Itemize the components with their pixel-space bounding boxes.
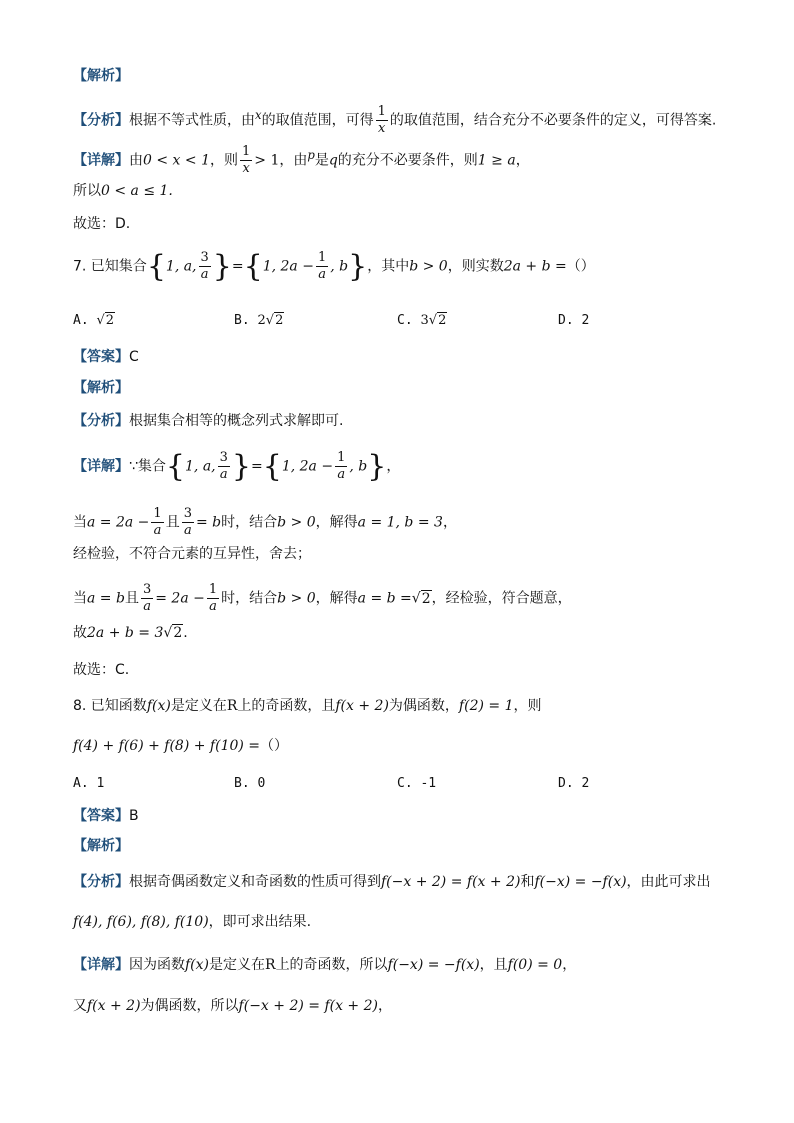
numerator: 1 (153, 506, 162, 521)
q8-fenxi (73, 872, 734, 892)
text: 为偶函数， (388, 698, 459, 714)
denominator: x (242, 161, 250, 176)
text: ， (386, 458, 401, 475)
q7-gu (73, 623, 734, 643)
q7-case2 (73, 582, 734, 615)
text: 且 (165, 514, 180, 531)
text: ，则实数 (447, 258, 504, 275)
math: a = 2a − (87, 514, 150, 531)
text: 的取值范围，可得 (261, 112, 374, 129)
math: 1, a, (165, 258, 197, 275)
math-p: p (307, 147, 315, 162)
answer-tag: 【答案】 (73, 349, 129, 365)
text: 根据集合相等的概念列式求解即可. (129, 413, 344, 429)
math: f(x) (185, 957, 210, 973)
fraction (182, 506, 194, 539)
text: ，则 (209, 152, 238, 169)
fraction (207, 582, 219, 615)
text: 8. 已知函数 (73, 698, 147, 714)
math: b > 0 (409, 258, 448, 275)
math: = (251, 458, 263, 475)
q8-option-a[interactable] (73, 776, 104, 791)
radicand: 2 (275, 313, 284, 328)
text: ， (442, 514, 457, 531)
fraction (335, 450, 347, 483)
text: ，由此可求出 (626, 874, 711, 890)
q8-option-d[interactable] (558, 776, 589, 791)
option-value: 2 (581, 313, 590, 328)
text: ，解得 (315, 590, 358, 607)
math: R (226, 698, 238, 714)
math: = b (195, 514, 222, 531)
q7-option-a[interactable] (73, 313, 115, 328)
sqrt: √2 (411, 590, 431, 607)
answer-value: C (129, 349, 139, 365)
option-label: B. (234, 313, 250, 328)
text: （） (260, 738, 289, 754)
math: f(−x) = −f(x) (534, 874, 627, 890)
math: 1, a, (185, 458, 216, 475)
numerator: 1 (317, 250, 327, 265)
denominator: x (378, 121, 386, 136)
numerator: 3 (200, 250, 209, 265)
text: 因为函数 (129, 957, 185, 973)
denominator: a (219, 467, 228, 482)
q7-option-d[interactable] (558, 313, 589, 328)
sqrt: √2 (163, 625, 183, 641)
radicand: 2 (173, 625, 183, 641)
math: f(−x) = −f(x) (387, 957, 480, 973)
math: 2a + b = 3 (87, 625, 164, 641)
math: 1, 2a − (281, 458, 334, 475)
math: , b (330, 258, 349, 275)
math: f(2) = 1 (458, 698, 514, 714)
option-label: B. 0 (234, 776, 266, 791)
denominator: a (318, 267, 326, 282)
q7-fenxi (73, 411, 734, 431)
text: 经检验，不符合元素的互异性，舍去； (73, 546, 311, 562)
math: a = b = (357, 590, 412, 607)
fenxi-tag: 【分析】 (73, 413, 129, 429)
numerator: 1 (377, 104, 386, 119)
fenxi-line-1 (73, 104, 734, 137)
q8-stem (73, 696, 734, 716)
radicand: 2 (105, 313, 115, 328)
fraction (240, 144, 252, 177)
text: . (183, 625, 188, 641)
numerator: 1 (337, 450, 346, 465)
text: 的取值范围，结合充分不必要条件的定义，可得答案. (389, 112, 717, 129)
q7-guxuan (73, 660, 734, 680)
text: ，且 (479, 957, 508, 973)
denominator: a (153, 523, 162, 538)
math: f(x) (146, 698, 171, 714)
text: ，则 (513, 698, 542, 714)
guxuan-1 (73, 214, 734, 234)
answer-value: B (129, 808, 139, 824)
option-label: A. 1 (73, 776, 105, 791)
math: f(4) + f(6) + f(8) + f(10) = (73, 738, 261, 754)
coef: 2 (257, 313, 266, 328)
denominator: a (200, 267, 209, 282)
text: 7. 已知集合 (73, 258, 147, 275)
denominator: a (337, 467, 346, 482)
math: f(x + 2) (87, 998, 141, 1014)
math: , b (349, 458, 368, 475)
right-brace-icon: } (367, 448, 387, 484)
text: 又 (73, 998, 87, 1014)
sqrt: √2 (96, 313, 115, 328)
text: ，其中 (367, 258, 410, 275)
left-brace-icon: { (262, 448, 282, 484)
q7-stem (73, 250, 734, 283)
text: 是 (314, 152, 329, 169)
fraction (218, 450, 230, 483)
denominator: a (183, 523, 192, 538)
numerator: 1 (208, 582, 218, 597)
option-label: C. (397, 313, 413, 328)
q8-option-b[interactable] (234, 776, 265, 791)
fenxi-tag: 【分析】 (73, 874, 129, 890)
answer-tag: 【答案】 (73, 808, 129, 824)
text: 和 (520, 874, 535, 890)
text: ， (515, 152, 530, 169)
text: 是定义在 (209, 957, 266, 973)
right-brace-icon: } (231, 448, 251, 484)
option-label: C. -1 (397, 776, 437, 791)
numerator: 1 (241, 144, 251, 159)
q7-option-c[interactable] (397, 313, 447, 328)
text: 的充分不必要条件，则 (337, 152, 478, 169)
left-brace-icon: { (243, 248, 263, 284)
fenxi-tag: 【分析】 (73, 112, 129, 129)
coef: 3 (420, 313, 429, 328)
text: 上的奇函数，所以 (275, 957, 388, 973)
text: ∵集合 (129, 458, 166, 475)
xiangjie-tag: 【详解】 (73, 152, 129, 169)
sqrt: √2 (428, 313, 447, 328)
q7-check1 (73, 544, 734, 564)
math: b > 0 (277, 590, 316, 607)
math: b > 0 (277, 514, 316, 531)
q7-jiexi (73, 378, 734, 398)
q7-option-b[interactable] (234, 313, 284, 328)
text: 上的奇函数，且 (237, 698, 336, 714)
q8-you (73, 996, 734, 1016)
math: 1 ≥ a (477, 152, 516, 169)
jiexi-tag: 【解析】 (73, 838, 129, 854)
text: ， (562, 957, 577, 973)
text: 所以 (73, 183, 101, 199)
numerator: 3 (219, 450, 228, 465)
numerator: 3 (183, 506, 192, 521)
text: 时，结合 (221, 590, 278, 607)
text: 是定义在 (170, 698, 227, 714)
math: 2a + b = (503, 258, 567, 275)
fraction (141, 582, 153, 615)
math: f(−x + 2) = f(x + 2) (381, 874, 521, 890)
jiexi-heading-1 (73, 66, 734, 86)
q8-xiangjie (73, 955, 734, 975)
fraction (151, 506, 163, 539)
text: 故 (73, 625, 87, 641)
sqrt: √2 (265, 313, 284, 328)
text: ，经检验，符合题意， (431, 590, 572, 607)
q8-option-c[interactable] (397, 776, 436, 791)
text: ，由 (279, 152, 308, 169)
math: > 1 (254, 152, 280, 169)
math: R (265, 957, 276, 973)
q8-fenxi-line2 (73, 912, 734, 932)
text: 故选：C. (73, 662, 130, 678)
math-q: q (328, 152, 338, 169)
text: 为偶函数，所以 (140, 998, 239, 1014)
math: f(4), f(6), f(8), f(10) (73, 914, 209, 930)
xiangjie-line-1 (73, 144, 734, 177)
option-label: A. (73, 313, 89, 328)
numerator: 3 (142, 582, 152, 597)
text: 当 (73, 590, 87, 607)
text: ，即可求出结果. (208, 914, 312, 930)
left-brace-icon: { (165, 448, 186, 484)
math: f(0) = 0 (507, 957, 563, 973)
text: ，解得 (315, 514, 358, 531)
text: ， (378, 998, 392, 1014)
text: 由 (129, 152, 143, 169)
math: = 2a − (155, 590, 205, 607)
math: a = b (87, 590, 125, 607)
math-x: x (255, 107, 262, 122)
suoyi-line (73, 181, 734, 201)
right-brace-icon: } (348, 248, 368, 284)
text: 当 (73, 514, 87, 531)
math: f(−x + 2) = f(x + 2) (238, 998, 378, 1014)
denominator: a (143, 599, 151, 614)
radicand: 2 (438, 313, 447, 328)
q8-jiexi (73, 836, 734, 856)
math: a = 1, b = 3 (357, 514, 443, 531)
jiexi-tag: 【解析】 (73, 380, 129, 396)
jiexi-tag: 【解析】 (73, 68, 129, 84)
denominator: a (209, 599, 217, 614)
text: （） (566, 258, 595, 275)
q7-answer (73, 347, 734, 367)
q7-xiangjie (73, 450, 734, 483)
right-brace-icon: } (212, 248, 232, 284)
q8-stem-line2 (73, 736, 734, 756)
xiangjie-tag: 【详解】 (73, 957, 129, 973)
math: 0 < a ≤ 1. (101, 183, 173, 199)
option-label: D. (558, 313, 574, 328)
math: 1, 2a − (262, 258, 314, 275)
text: 根据不等式性质，由 (129, 112, 255, 129)
text: 故选：D. (73, 216, 131, 232)
text: 根据奇偶函数定义和奇函数的性质可得到 (129, 874, 381, 890)
text: 时，结合 (221, 514, 278, 531)
math: 0 < x < 1 (143, 152, 210, 169)
left-brace-icon: { (146, 248, 166, 284)
option-label: D. 2 (558, 776, 590, 791)
q7-case1 (73, 506, 734, 539)
text: 且 (124, 590, 139, 607)
math: = (231, 258, 244, 275)
math: f(x + 2) (335, 698, 389, 714)
fraction (376, 104, 388, 137)
q8-answer (73, 806, 734, 826)
radicand: 2 (421, 590, 431, 607)
fraction (316, 250, 328, 283)
xiangjie-tag: 【详解】 (73, 458, 129, 475)
fraction (199, 250, 211, 283)
